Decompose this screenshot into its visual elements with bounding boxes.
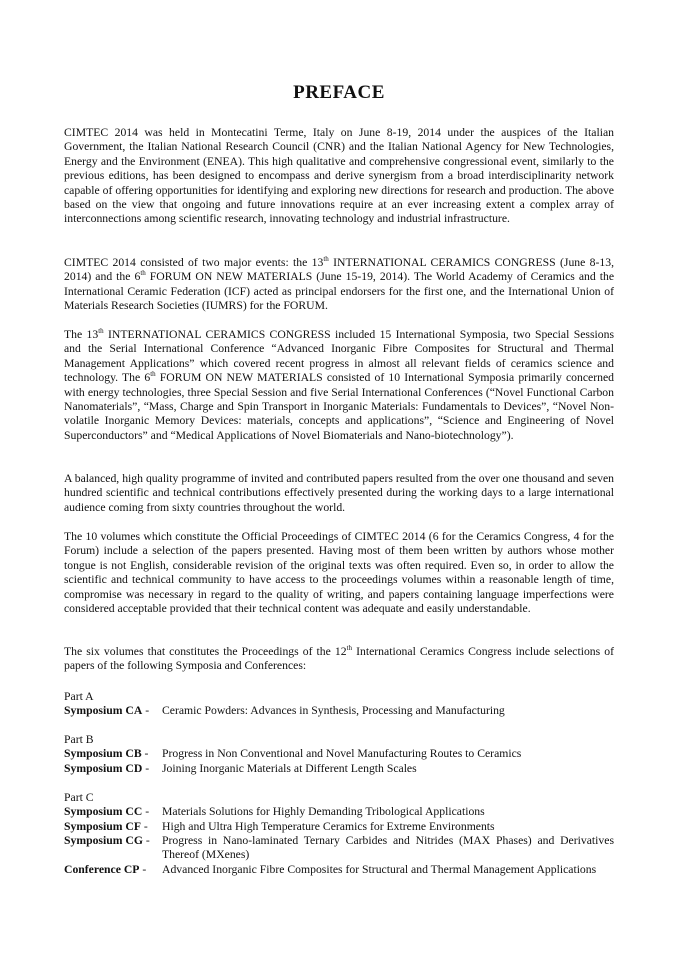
paragraph-proceedings: The 10 volumes which constitute the Official Proceedings of CIMTEC 2014 (6 for the Ceramics Congress, 4 for the Forum) include a selection of the papers presented. Having most of them been written by authors whose mother tongue is not English, considerable revision of the original texts was often required. Even so, in order to allow the scientific and technical community to have access to the proceedings volumes within a reasonable length of time, compromise was necessary in regard to the quality of writing, and papers containing language imperfections were considered acceptable provided that their technical content was adequate and easily understandable. [64,530,614,616]
paragraph-programme: A balanced, high quality programme of invited and contributed papers resulted from the over one thousand and seven hundred scientific and technical contributions effectively presented during the working days to a large international audience coming from sixty countries throughout the world. [64,472,614,514]
paragraph-congress: The 13th INTERNATIONAL CERAMICS CONGRESS included 15 International Symposia, two Special Sessions and the Serial International Conference “Advanced Inorganic Fibre Composites for Structural and Thermal Management Applications” which covered recent progress in almost all relevant fields of ceramics science and technology. The 6th FORUM ON NEW MATERIALS consisted of 10 International Symposia primarily concerned with energy technologies, three Special Session and five Serial International Conferences (“Novel Functional Carbon Nanomaterials”, “Mass, Charge and Spin Transport in Inorganic Materials: Fundamentals to Devices”, “Novel Non-volatile Inorganic Memory Devices: materials, concepts and applications”, “Science and Engineering of Novel Superconductors” and “Medical Applications of Novel Biomaterials and Nano-biotechnology”). [64,327,614,442]
part-a-label: Part A [64,690,94,703]
paragraph-intro: CIMTEC 2014 was held in Montecatini Terme, Italy on June 8-19, 2014 under the auspices of the Italian Government, the Italian National Research Council (CNR) and the Italian National Agency for New Technologies, Energy and the Environment (ENEA). This high qualitative and comprehensive congressional event, similarly to the previous editions, has been designed to encompass and derive synergism from a broad interdisciplinarity network capable of offering opportunities for identifying and exploring new directions for research and production. The above based on the view that ongoing and future innovations require at an ever increasing extent a complex array of interconnections among scientific research, innovating technology and industrial infrastructure. [64,126,614,226]
part-b-label: Part B [64,733,94,746]
part-c-label: Part C [64,791,94,804]
paragraph-volumes: The six volumes that constitutes the Proceedings of the 12th International Ceramics Congress include selections of papers of the following Symposia and Conferences: [64,644,614,673]
page-title: PREFACE [293,82,385,103]
paragraph-events: CIMTEC 2014 consisted of two major events: the 13th INTERNATIONAL CERAMICS CONGRESS (June 8-13, 2014) and the 6th FORUM ON NEW MATERIALS (June 15-19, 2014). The World Academy of Ceramics and the International Ceramic Federation (ICF) acted as principal endorsers for the first one, and the International Union of Materials Research Societies (IUMRS) for the FORUM. [64,255,615,313]
